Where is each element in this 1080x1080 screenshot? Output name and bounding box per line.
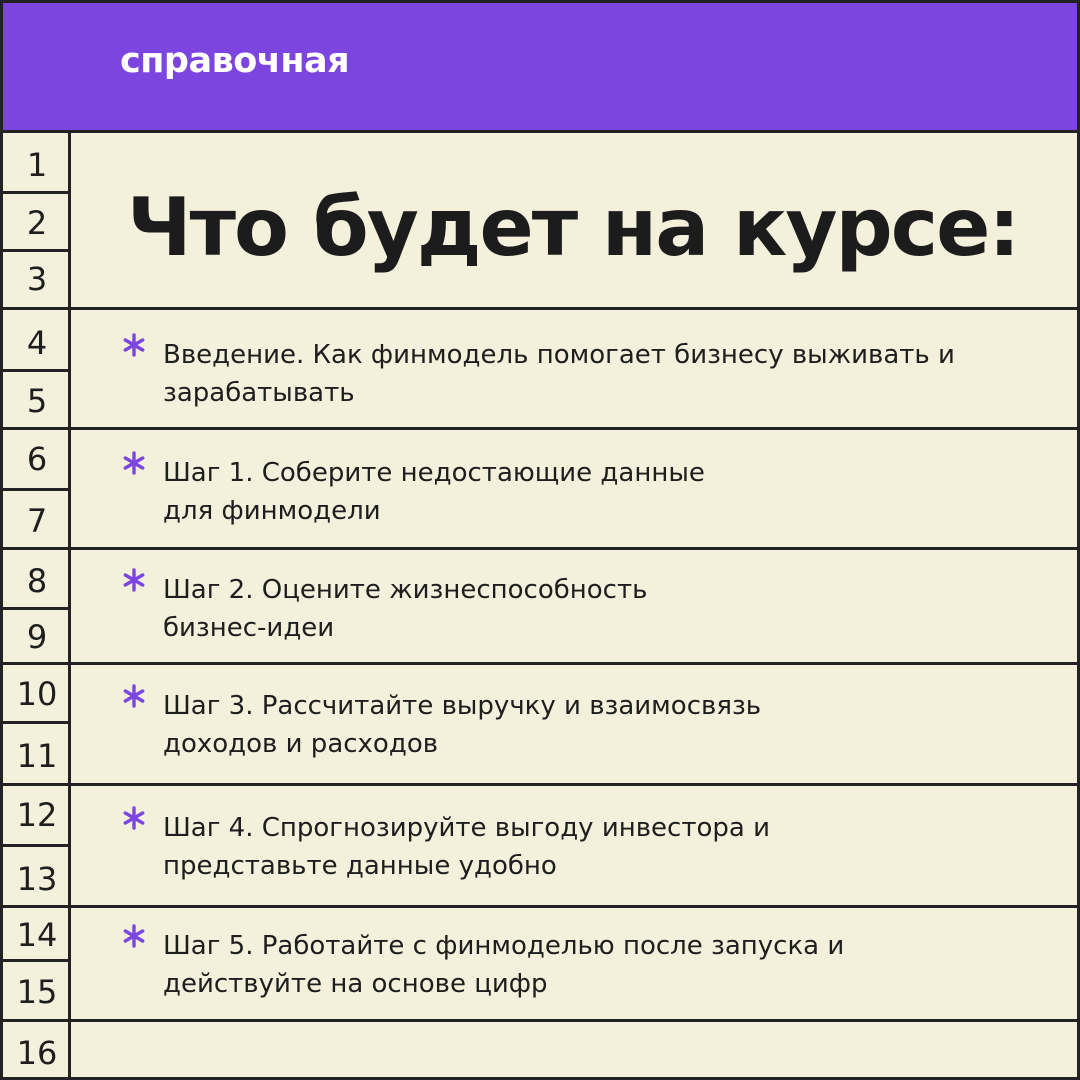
gutter-divider (3, 844, 71, 847)
gutter-divider (3, 607, 71, 610)
section-divider (71, 783, 1077, 786)
line-number: 16 (16, 1034, 58, 1072)
header-bar (3, 3, 1077, 133)
section-divider (71, 662, 1077, 665)
line-number: 7 (26, 502, 48, 540)
line-number: 13 (16, 860, 58, 898)
gutter-divider (3, 369, 71, 372)
line-number: 9 (26, 618, 48, 656)
line-number-gutter (3, 133, 71, 1077)
gutter-divider (3, 959, 71, 962)
line-number: 10 (16, 675, 58, 713)
list-item-text: Шаг 5. Работайте с финмоделью после запуска и действуйте на основе цифр (163, 931, 845, 999)
line-number: 15 (16, 973, 58, 1011)
asterisk-icon (121, 567, 147, 593)
gutter-divider (3, 427, 71, 430)
asterisk-icon (121, 923, 147, 949)
list-item-text: Шаг 2. Оцените жизнеспособность бизнес-идеи (163, 575, 648, 643)
asterisk-icon (121, 332, 147, 358)
line-number: 2 (26, 204, 48, 242)
line-number: 14 (16, 916, 58, 954)
gutter-divider (3, 249, 71, 252)
section-divider (71, 427, 1077, 430)
gutter-divider (3, 1019, 71, 1022)
asterisk-icon (121, 805, 147, 831)
line-number: 8 (26, 562, 48, 600)
line-number: 11 (16, 737, 58, 775)
gutter-divider (3, 191, 71, 194)
line-number: 5 (26, 382, 48, 420)
line-number: 6 (26, 440, 48, 478)
brand-logo-text: справочная (120, 41, 350, 81)
gutter-divider (3, 488, 71, 491)
list-item-text: Шаг 3. Рассчитайте выручку и взаимосвязь доходов и расходов (163, 691, 762, 759)
gutter-divider (3, 307, 71, 310)
list-item-text: Шаг 4. Спрогнозируйте выгоду инвестора и представьте данные удобно (163, 813, 770, 881)
gutter-divider (3, 783, 71, 786)
section-divider (71, 1019, 1077, 1022)
page-title: Что будет на курсе: (127, 181, 1019, 274)
asterisk-icon (121, 450, 147, 476)
section-divider (71, 905, 1077, 908)
line-number: 1 (26, 146, 48, 184)
section-divider (71, 307, 1077, 310)
gutter-divider (3, 905, 71, 908)
line-number: 12 (16, 796, 58, 834)
gutter-divider (3, 547, 71, 550)
asterisk-icon (121, 683, 147, 709)
section-divider (71, 547, 1077, 550)
list-item-text: Введение. Как финмодель помогает бизнесу выживать и зарабатывать (163, 340, 955, 408)
list-item-text: Шаг 1. Соберите недостающие данные для финмодели (163, 458, 705, 526)
line-number: 3 (26, 260, 48, 298)
line-number: 4 (26, 324, 48, 362)
gutter-divider (3, 721, 71, 724)
gutter-divider (3, 662, 71, 665)
